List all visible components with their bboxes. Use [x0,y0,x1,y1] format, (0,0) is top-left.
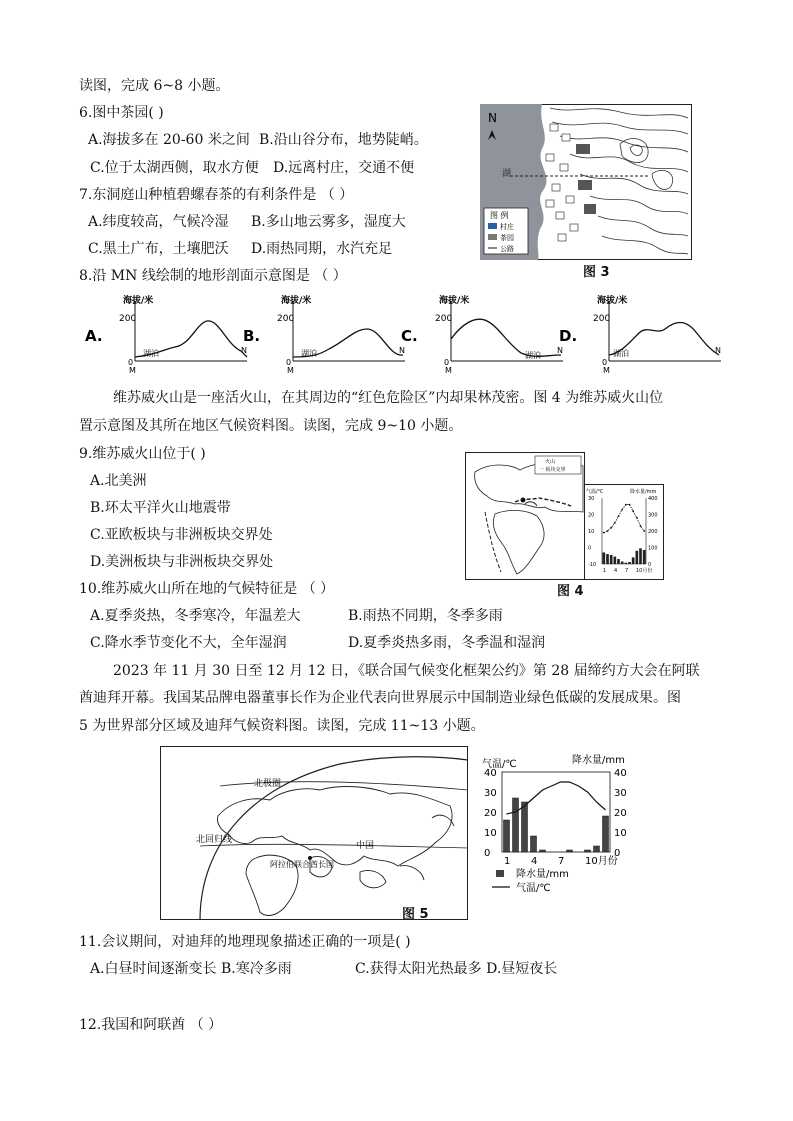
profile-letter: C. [401,327,418,345]
fig4-month-label: 1 [603,568,607,574]
vesuvius-para-1: 维苏威火山是一座活火山，在其周边的“红色危险区”内却果林茂密。图 4 为维苏威火山位 [113,390,664,406]
profile-label-m: M [603,366,610,375]
vesuvius-para-2: 置示意图及其所在地区气候资料图。读图，完成 9~10 小题。 [79,418,463,434]
fig5-precip-bar [513,798,519,852]
map-label-china: 中国 [356,841,375,851]
profile-label-lake: 湖泊 [301,349,317,358]
q7-stem: 7.东洞庭山种植碧螺春茶的有利条件是 （ ） [79,187,354,203]
fig4-temp-point [618,515,620,517]
profile-label-m: M [287,366,294,375]
fig4-right-tick: 300 [648,512,658,519]
legend-title: 图 例 [490,211,509,220]
profile-options [85,295,721,379]
fig4-temp-point [621,509,623,511]
profile-tick-0: 0 [444,358,450,367]
fig5-precip-bar [504,820,510,852]
profile-tick-0: 0 [286,358,292,367]
q9-option-b[interactable]: B.环太平洋火山地震带 [90,500,231,516]
fig4-precip-bar [643,550,646,564]
q6-stem: 6.图中茶园( ) [79,105,164,121]
q7-option-a[interactable]: A.纬度较高，气候冷湿 [88,214,229,230]
fig4-month-label: 4 [614,568,618,574]
fig5-legend-line-label: 气温/℃ [516,883,551,894]
q10-option-a[interactable]: A.夏季炎热，冬季寒冷，年温差大 [90,608,301,624]
profile-label-n: N [399,346,405,355]
fig5-left-tick: 0 [484,848,491,859]
profile-ylabel: 海拔/米 [439,296,470,306]
fig5-left-tick: 40 [484,768,497,779]
dubai-para-3: 5 为世界部分区域及迪拜气候资料图。读图，完成 11~13 小题。 [79,718,485,734]
fig4-precip-bar [625,563,628,564]
q11-options-ab[interactable]: A.白昼时间逐渐变长 B.寒冷多雨 [90,961,292,977]
fig4-temp-point [632,510,634,512]
figure-4-caption: 图 4 [557,584,584,599]
q10-option-d[interactable]: D.夏季炎热多雨，冬季温和湿润 [348,635,546,651]
fig4-legend-boundary: 一 板块交界 [539,467,566,473]
profile-option-b[interactable] [243,294,405,375]
fig4-temp-point [636,517,638,519]
q9-option-c[interactable]: C.亚欧板块与非洲板块交界处 [90,527,273,543]
profile-label-n: N [241,346,247,355]
profile-option-a[interactable] [85,294,247,375]
fig5-month-label: 1 [504,856,511,867]
fig5-right-tick: 10 [614,828,627,839]
q11-options-cd[interactable]: C.获得太阳光热最多 D.昼短夜长 [355,961,558,977]
profile-label-n: N [557,346,563,355]
q8-stem: 8.沿 MN 线绘制的地形剖面示意图是 （ ） [79,268,347,284]
profile-option-c[interactable] [401,294,563,375]
profile-letter: D. [559,327,578,345]
fig4-left-tick: 30 [588,496,595,502]
figure-5-climate-chart [482,750,642,904]
fig4-left-tick: 10 [588,529,595,535]
legend-item-road: 公路 [500,245,514,253]
fig4-temp-point [614,522,616,524]
fig4-ylabel-right: 降水量/mm [630,489,657,495]
fig5-ylabel-left: 气温/℃ [482,759,517,770]
fig5-precip-bar [585,850,591,852]
fig4-right-tick: 200 [648,529,658,535]
profile-letter: A. [85,327,103,345]
q11-stem: 11.会议期间，对迪拜的地理现象描述正确的一项是( ) [79,934,411,950]
fig4-temp-point [629,504,631,506]
q10-option-c[interactable]: C.降水季节变化不大，全年湿润 [90,635,287,651]
fig4-temp-point [610,527,612,529]
volcano-marker-icon [521,498,526,503]
fig4-precip-bar [606,554,609,564]
profile-tick-200: 200 [277,314,295,324]
q6-option-a[interactable]: A.海拔多在 20-60 米之间 [88,132,250,148]
north-arrow-label: N [488,111,497,125]
fig4-temp-point [603,532,605,534]
profile-ylabel: 海拔/米 [281,296,312,306]
figure-3-map [480,104,692,264]
fig5-precip-bar [567,850,573,852]
fig4-temp-point [607,530,609,532]
legend-item-tea: 茶园 [500,234,514,242]
profile-curve [451,319,561,356]
figure-4-climate-chart [584,484,664,584]
fig4-legend-volcano: 火山 [545,459,556,465]
fig5-month-label: 4 [531,856,538,867]
q9-option-a[interactable]: A.北美洲 [90,473,147,489]
profile-label-lake: 湖泊 [613,349,629,358]
fig5-precip-bar [522,802,528,852]
dubai-para-1: 2023 年 11 月 30 日至 12 月 12 日，《联合国气候变化框架公约》第 28 届缔约方大会在阿联 [113,663,700,679]
q7-option-c[interactable]: C.黑土广布，土壤肥沃 [88,241,229,257]
q9-option-d[interactable]: D.美洲板块与非洲板块交界处 [90,554,274,570]
profile-ylabel: 海拔/米 [597,296,628,306]
map-label-uae: 阿拉伯联合酋长国 [270,860,334,869]
profile-label-n: N [715,346,721,355]
profile-label-m: M [129,366,136,375]
fig5-left-tick: 10 [484,828,497,839]
q6-option-b[interactable]: B.沿山谷分布，地势陡峭。 [259,132,428,148]
profile-tick-200: 200 [119,314,137,324]
profile-label-m: M [445,366,452,375]
q10-stem: 10.维苏威火山所在地的气候特征是 （ ） [79,581,335,597]
q6-option-c[interactable]: C.位于太湖西侧，取水方便 [90,160,259,176]
fig4-left-tick: 20 [588,512,595,519]
fig5-left-tick: 30 [484,788,497,799]
figure-5-caption: 图 5 [402,907,429,922]
legend-item-village: 村庄 [500,223,514,231]
q10-option-b[interactable]: B.雨热不同期，冬季多雨 [348,608,503,624]
fig4-month-label: 7 [625,568,629,574]
profile-tick-200: 200 [435,314,453,324]
fig5-right-tick: 30 [614,788,627,799]
figure-5-map [160,746,468,924]
figure-4-map [465,452,585,584]
q9-stem: 9.维苏威火山位于( ) [79,446,206,462]
fig4-right-tick: 400 [648,496,658,502]
fig5-legend-bar-label: 降水量/mm [516,869,569,880]
map-label-tropic: 北回归线 [196,835,233,845]
fig4-left-tick: -10 [588,562,597,568]
q7-option-d[interactable]: D.雨热同期，水汽充足 [251,241,393,257]
fig4-precip-bar [632,557,635,564]
map-label-arctic: 北极圈 [254,779,282,789]
fig4-precip-bar [636,551,639,564]
q12-stem: 12.我国和阿联酋 （ ） [79,1017,223,1033]
profile-ylabel: 海拔/米 [123,296,154,306]
fig4-precip-bar [628,562,631,564]
fig4-precip-bar [617,559,620,564]
fig5-precip-bar [594,846,600,852]
fig4-right-tick: 100 [648,545,658,552]
profile-tick-0: 0 [602,358,608,367]
fig5-precip-bar [531,836,537,852]
fig4-precip-bar [610,555,613,564]
fig4-temp-point [643,530,645,532]
profile-tick-200: 200 [593,314,611,324]
fig5-right-tick: 0 [614,848,621,859]
fig5-right-tick: 40 [614,768,627,779]
fig5-precip-bar [540,850,546,852]
fig5-month-label: 10月份 [585,856,618,867]
fig4-precip-bar [639,548,642,564]
fig5-legend-bar-swatch [496,870,504,877]
fig5-right-tick: 20 [614,808,627,819]
fig4-temp-point [640,525,642,527]
fig4-precip-bar [621,562,624,564]
fig5-left-tick: 20 [484,808,497,819]
profile-tick-0: 0 [128,358,134,367]
profile-label-lake: 湖泊 [525,351,541,360]
fig4-temp-point [625,504,627,506]
dubai-para-2: 酋迪拜开幕。我国某品牌电器董事长作为企业代表向世界展示中国制造业绿色低碳的发展成果。图 [79,690,681,706]
profile-option-d[interactable] [559,294,721,375]
q6-option-d[interactable]: D.远离村庄，交通不便 [273,160,415,176]
fig4-ylabel-left: 气温/℃ [586,489,604,495]
fig5-month-label: 7 [558,856,565,867]
fig5-ylabel-right: 降水量/mm [572,755,625,766]
fig4-precip-bar [603,552,606,564]
fig4-month-label: 10月份 [636,568,653,574]
profile-letter: B. [243,327,261,345]
fig4-right-tick: 0 [648,562,652,568]
fig5-precip-bar [603,816,609,852]
dubai-marker-icon [308,856,312,860]
fig4-precip-bar [614,557,617,564]
profile-label-lake: 湖泊 [143,349,159,358]
q7-option-b[interactable]: B.多山地云雾多，湿度大 [251,214,406,230]
fig4-left-tick: 0 [588,545,592,552]
intro-text: 读图，完成 6~8 小题。 [79,78,230,94]
figure-3-caption: 图 3 [583,265,610,280]
lake-label: 湖 [502,169,512,179]
